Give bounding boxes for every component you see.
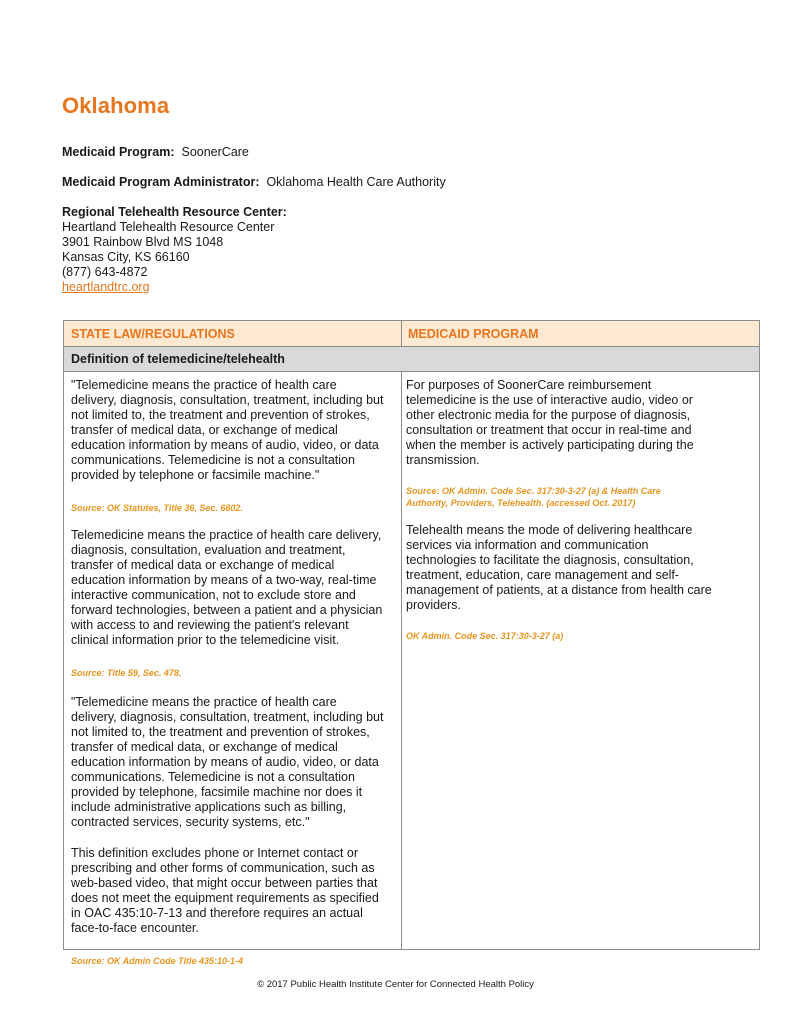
rtrc-phone: (877) 643-4872 (62, 265, 148, 279)
rtrc-address-line-2: Kansas City, KS 66160 (62, 250, 190, 264)
medicaid-column (406, 378, 751, 642)
state-definition-2: Telemedicine means the practice of health care delivery, diagnosis, consultation, evaluation and treatment, transfer of medical data or exchange of medical education information by means of a two-way, real-time interactive communication, not to exclude store and forward technologies, between a patient and a physician with access to and reviewing the patient's relevant clinical information prior to the telemedicine visit. (71, 528, 383, 647)
table-header-row (64, 321, 759, 347)
rtrc-address-line-1: 3901 Rainbow Blvd MS 1048 (62, 235, 224, 249)
state-source-3: Source: OK Admin Code Title 435:10-1-4 (71, 956, 244, 966)
medicaid-admin-label: Medicaid Program Administrator: (62, 175, 260, 189)
medicaid-admin-value: Oklahoma Health Care Authority (266, 175, 446, 189)
medicaid-program-value: SoonerCare (181, 145, 249, 159)
state-definition-3: "Telemedicine means the practice of health care delivery, diagnosis, consultation, treatment, including but not limited to, the treatment and prevention of strokes, transfer of medical data, or exchange of medical education information by means of audio, video, or data communications. Telemedicine is not a consultation provided by telephone, facsimile machine nor does it include administrative applications such as billing, contracted services, security systems, etc." (71, 695, 384, 829)
rtrc-website-link[interactable]: heartlandtrc.org (62, 280, 150, 294)
medicaid-source-2: OK Admin. Code Sec. 317:30-3-27 (a) (406, 631, 564, 641)
section-heading: Definition of telemedicine/telehealth (64, 347, 759, 372)
rtrc-name: Heartland Telehealth Resource Center (62, 220, 275, 234)
state-definition-1: "Telemedicine means the practice of health care delivery, diagnosis, consultation, treatment, including but not limited to, the treatment and prevention of strokes, transfer of medical data, or exchange of medical education information by means of audio, video, or data communications. Telemedicine is not a consultation provided by telephone or facsimile machine." (71, 378, 384, 482)
rtrc-label: Regional Telehealth Resource Center: (62, 205, 287, 219)
state-source-1: Source: OK Statutes, Title 36, Sec. 6802. (71, 503, 243, 513)
page-footer: © 2017 Public Health Institute Center for Connected Health Policy (257, 979, 534, 990)
medicaid-definition-2: Telehealth means the mode of delivering healthcare services via information and communication technologies to facilitate the diagnosis, consultation, treatment, education, care management and self- management of patients, at a distance from health care providers. (406, 523, 712, 612)
medicaid-program-line (62, 145, 249, 160)
header-state-law: STATE LAW/REGULATIONS (64, 321, 402, 346)
state-law-column (71, 378, 396, 967)
state-source-2: Source: Title 59, Sec. 478. (71, 668, 182, 678)
medicaid-admin-line (62, 175, 446, 190)
medicaid-definition-1: For purposes of SoonerCare reimbursement telemedicine is the use of interactive audio, video or other electronic media for the purpose of diagnosis, consultation or treatment that occur in real-time and when the member is actively participating during the transmission. (406, 378, 694, 467)
medicaid-program-label: Medicaid Program: (62, 145, 175, 159)
page-title: Oklahoma (62, 93, 170, 118)
rtrc-block (62, 205, 287, 295)
header-medicaid-program: MEDICAID PROGRAM (408, 327, 539, 341)
state-definition-4: This definition excludes phone or Internet contact or prescribing and other forms of communication, such as web-based video, that might occur between parties that does not meet the equipment requirements as specified in OAC 435:10-7-13 and therefore requires an actual face-to-face encounter. (71, 846, 379, 935)
policy-table (63, 320, 760, 966)
medicaid-source-1: Source: OK Admin. Code Sec. 317:30-3-27 (a) & Health Care Authority, Providers, Telehealth. (accessed Oct. 2017) (406, 486, 661, 508)
column-divider (401, 372, 402, 949)
